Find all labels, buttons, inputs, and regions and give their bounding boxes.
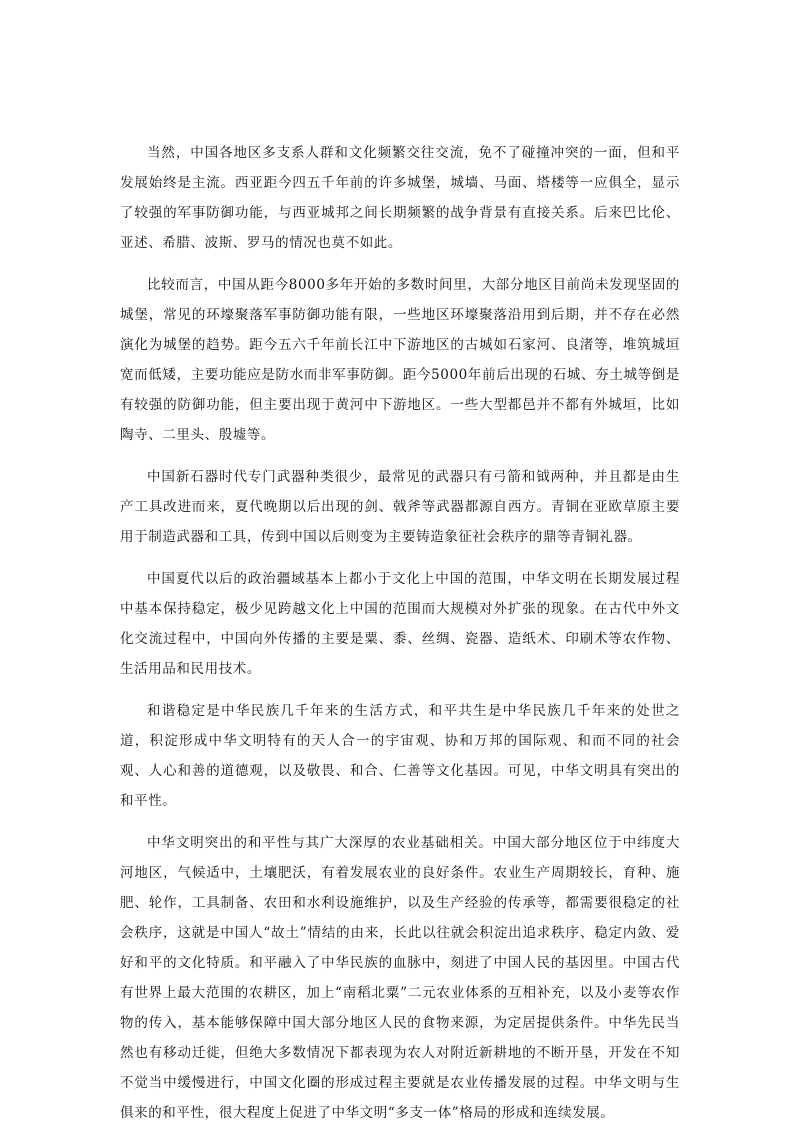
document-page: [120, 138, 680, 1140]
paragraph-1: 当然，中国各地区多支系人群和文化频繁交往交流，免不了碰撞冲突的一面，但和平发展始终是主流。西亚距今四五千年前的许多城堡，城墙、马面、塔楼等一应俱全，显示了较强的军事防御功能，与西亚城邦之间长期频繁的战争背景有直接关系。后来巴比伦、亚述、希腊、波斯、罗马的情况也莫不如此。: [120, 145, 680, 251]
paragraph-3: 中国新石器时代专门武器种类很少，最常见的武器只有弓箭和钺两种，并且都是由生产工具改进而来，夏代晚期以后出现的剑、戟斧等武器都源自西方。青铜在亚欧草原主要用于制造武器和工具，传到中国以后则变为主要铸造象征社会秩序的鼎等青铜礼器。: [120, 469, 680, 545]
paragraph-2: 比较而言，中国从距今8000多年开始的多数时间里，大部分地区目前尚未发现坚固的城堡，常见的环壕聚落军事防御功能有限，一些地区环壕聚落沿用到后期，并不存在必然演化为城堡的趋势。距今五六千年前长江中下游地区的古城如石家河、良渚等，堆筑城垣宽而低矮，主要功能应是防水而非军事防御。距今5000年前后出现的石城、夯土城等倒是有较强的防御功能，但主要出现于黄河中下游地区。一些大型都邑并不都有外城垣，比如陶寺、二里头、殷墟等。: [120, 277, 680, 443]
paragraph-5: 和谐稳定是中华民族几千年来的生活方式，和平共生是中华民族几千年来的处世之道，积淀形成中华文明特有的天人合一的宇宙观、协和万邦的国际观、和而不同的社会观、人心和善的道德观，以及敬畏、和合、仁善等文化基因。可见，中华文明具有突出的和平性。: [120, 703, 680, 809]
paragraph-6: 中华文明突出的和平性与其广大深厚的农业基础相关。中国大部分地区位于中纬度大河地区，气候适中，土壤肥沃，有着发展农业的良好条件。农业生产周期较长，育种、施肥、轮作，工具制备、农田和水利设施维护，以及生产经验的传承等，都需要很稳定的社会秩序，这就是中国人“故土”情结的由来，长此以往就会积淀出追求秩序、稳定内敛、爱好和平的文化特质。和平融入了中华民族的血脉中，刻进了中国人民的基因里。中国古代有世界上最大范围的农耕区，加上“南稻北粟”二元农业体系的互相补充，以及小麦等农作物的传入，基本能够保障中国大部分地区人民的食物来源，为定居提供条件。中华先民当然也有移动迁徙，但绝大多数情况下都表现为农人对附近新耕地的不断开垦，开发在不知不觉当中缓慢进行，中国文化圈的形成过程主要就是农业传播发展的过程。中华文明与生俱来的和平性，很大程度上促进了中华文明“多支一体”格局的形成和连续发展。: [120, 835, 680, 1121]
paragraph-4: 中国夏代以后的政治疆域基本上都小于文化上中国的范围，中华文明在长期发展过程中基本保持稳定，极少见跨越文化上中国的范围而大规模对外扩张的现象。在古代中外文化交流过程中，中国向外传播的主要是粟、黍、丝绸、瓷器、造纸术、印刷术等农作物、生活用品和民用技术。: [120, 571, 680, 677]
